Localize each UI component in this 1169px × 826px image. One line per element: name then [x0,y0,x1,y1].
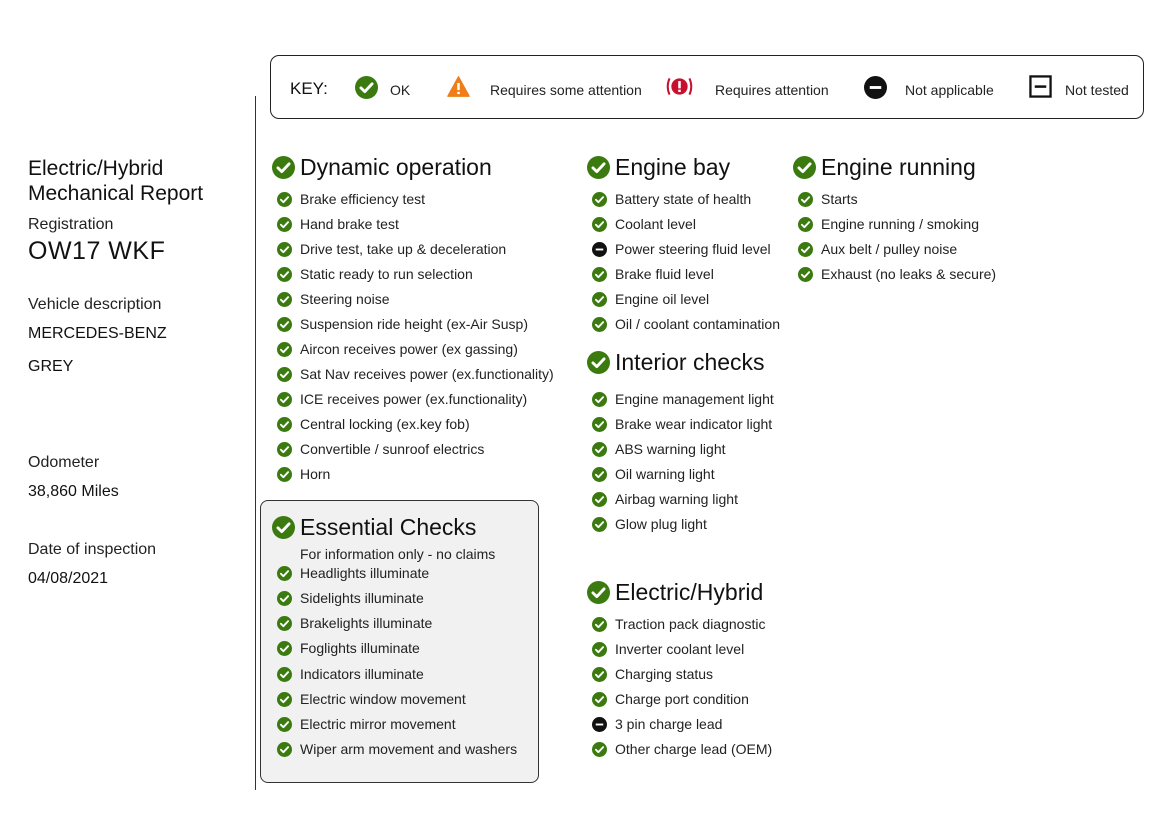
check-item: Static ready to run selection [300,266,473,282]
ok-check-icon [592,417,607,432]
warning-triangle-icon [447,75,470,98]
check-item: Oil warning light [615,466,715,482]
ok-check-icon [272,156,295,179]
ok-check-icon [277,267,292,282]
ok-check-icon [277,342,292,357]
section-title-electric: Electric/Hybrid [615,579,764,605]
check-item: 3 pin charge lead [615,716,723,732]
ok-check-icon [277,192,292,207]
section-title-interior: Interior checks [615,349,765,375]
key-title: KEY: [290,79,328,98]
section-title-engine-running: Engine running [821,154,976,180]
ok-check-icon [592,492,607,507]
ok-check-icon [798,192,813,207]
check-item: Electric window movement [300,690,466,707]
vehicle-description-label: Vehicle description [28,296,162,313]
check-item: ICE receives power (ex.functionality) [300,391,528,407]
ok-check-icon [798,242,813,257]
check-item: Indicators illuminate [300,665,424,682]
check-item: Engine management light [615,391,774,407]
check-item: Sidelights illuminate [300,590,424,607]
ok-check-icon [277,742,292,757]
check-item: Brake efficiency test [300,191,426,207]
ok-check-icon [592,217,607,232]
registration-value: OW17 WKF [28,237,166,265]
check-item: Aux belt / pulley noise [821,241,958,257]
ok-check-icon [592,192,607,207]
check-item: Aircon receives power (ex gassing) [300,341,518,357]
ok-check-icon [277,591,292,606]
not-tested-icon [1029,75,1052,98]
check-item: Airbag warning light [615,491,738,507]
vertical-divider [255,96,256,790]
check-item: Steering noise [300,291,390,307]
check-item: Sat Nav receives power (ex.functionality) [300,366,554,382]
ok-check-icon [592,617,607,632]
ok-check-icon [592,267,607,282]
key-label: Requires some attention [490,82,642,98]
check-item: Battery state of health [615,191,752,207]
key-label: OK [390,82,411,98]
ok-check-icon [592,692,607,707]
check-item: Engine oil level [615,291,710,307]
check-item: Oil / coolant contamination [615,316,780,332]
check-item: Central locking (ex.key fob) [300,416,470,432]
check-item: Brakelights illuminate [300,615,433,632]
ok-check-icon [277,367,292,382]
ok-check-icon [592,467,607,482]
not-applicable-icon [864,76,887,99]
section-note: For information only - no claims [300,546,496,562]
ok-check-icon [798,267,813,282]
ok-check-icon [355,76,378,99]
ok-check-icon [592,642,607,657]
section-title-dynamic: Dynamic operation [300,154,492,180]
check-item: Drive test, take up & deceleration [300,241,507,257]
check-item: Glow plug light [615,516,707,532]
ok-check-icon [277,717,292,732]
check-item: Charge port condition [615,691,749,707]
ok-check-icon [592,442,607,457]
ok-check-icon [277,392,292,407]
vehicle-make: MERCEDES-BENZ [28,325,167,342]
ok-check-icon [592,317,607,332]
ok-check-icon [592,292,607,307]
ok-check-icon [587,581,610,604]
ok-check-icon [592,667,607,682]
ok-check-icon [277,667,292,682]
ok-check-icon [277,417,292,432]
ok-check-icon [272,516,295,539]
odometer-value: 38,860 Miles [28,483,119,500]
check-item: Brake fluid level [615,266,714,282]
check-item: Inverter coolant level [615,641,745,657]
check-item: Exhaust (no leaks & secure) [821,266,997,282]
key-label: Requires attention [715,82,829,98]
check-item: Coolant level [615,216,696,232]
ok-check-icon [587,351,610,374]
check-item: Other charge lead (OEM) [615,741,773,757]
not-applicable-icon [592,242,607,257]
check-item: Foglights illuminate [300,640,420,657]
check-item: Headlights illuminate [300,565,430,581]
ok-check-icon [592,742,607,757]
ok-check-icon [277,641,292,656]
ok-check-icon [277,616,292,631]
vehicle-colour: GREY [28,358,74,375]
ok-check-icon [277,467,292,482]
ok-check-icon [277,317,292,332]
check-item: Charging status [615,666,714,682]
ok-check-icon [277,292,292,307]
check-item: ABS warning light [615,441,726,457]
ok-check-icon [587,156,610,179]
check-item: Traction pack diagnostic [615,616,766,632]
attention-alert-icon [665,75,694,98]
ok-check-icon [277,242,292,257]
check-item: Hand brake test [300,216,399,232]
check-item: Suspension ride height (ex-Air Susp) [300,316,529,332]
registration-label: Registration [28,216,114,233]
ok-check-icon [277,692,292,707]
ok-check-icon [277,442,292,457]
ok-check-icon [798,217,813,232]
not-applicable-icon [592,717,607,732]
ok-check-icon [592,392,607,407]
check-item: Convertible / sunroof electrics [300,441,485,457]
check-item: Brake wear indicator light [615,416,773,432]
key-label: Not tested [1065,82,1129,98]
section-title-essential: Essential Checks [300,514,477,540]
inspection-date-label: Date of inspection [28,541,157,558]
report-title: Electric/Hybrid Mechanical Report [28,157,204,205]
odometer-label: Odometer [28,454,100,471]
ok-check-icon [793,156,816,179]
check-item: Wiper arm movement and washers [300,741,518,758]
check-item: Starts [821,191,858,207]
check-item: Engine running / smoking [821,216,979,232]
ok-check-icon [277,217,292,232]
key-label: Not applicable [905,82,994,98]
check-item: Horn [300,466,331,482]
check-item: Electric mirror movement [300,715,456,732]
inspection-date-value: 04/08/2021 [28,570,109,587]
ok-check-icon [277,566,292,581]
check-item: Power steering fluid level [615,241,771,257]
section-title-engine-bay: Engine bay [615,154,731,180]
ok-check-icon [592,517,607,532]
